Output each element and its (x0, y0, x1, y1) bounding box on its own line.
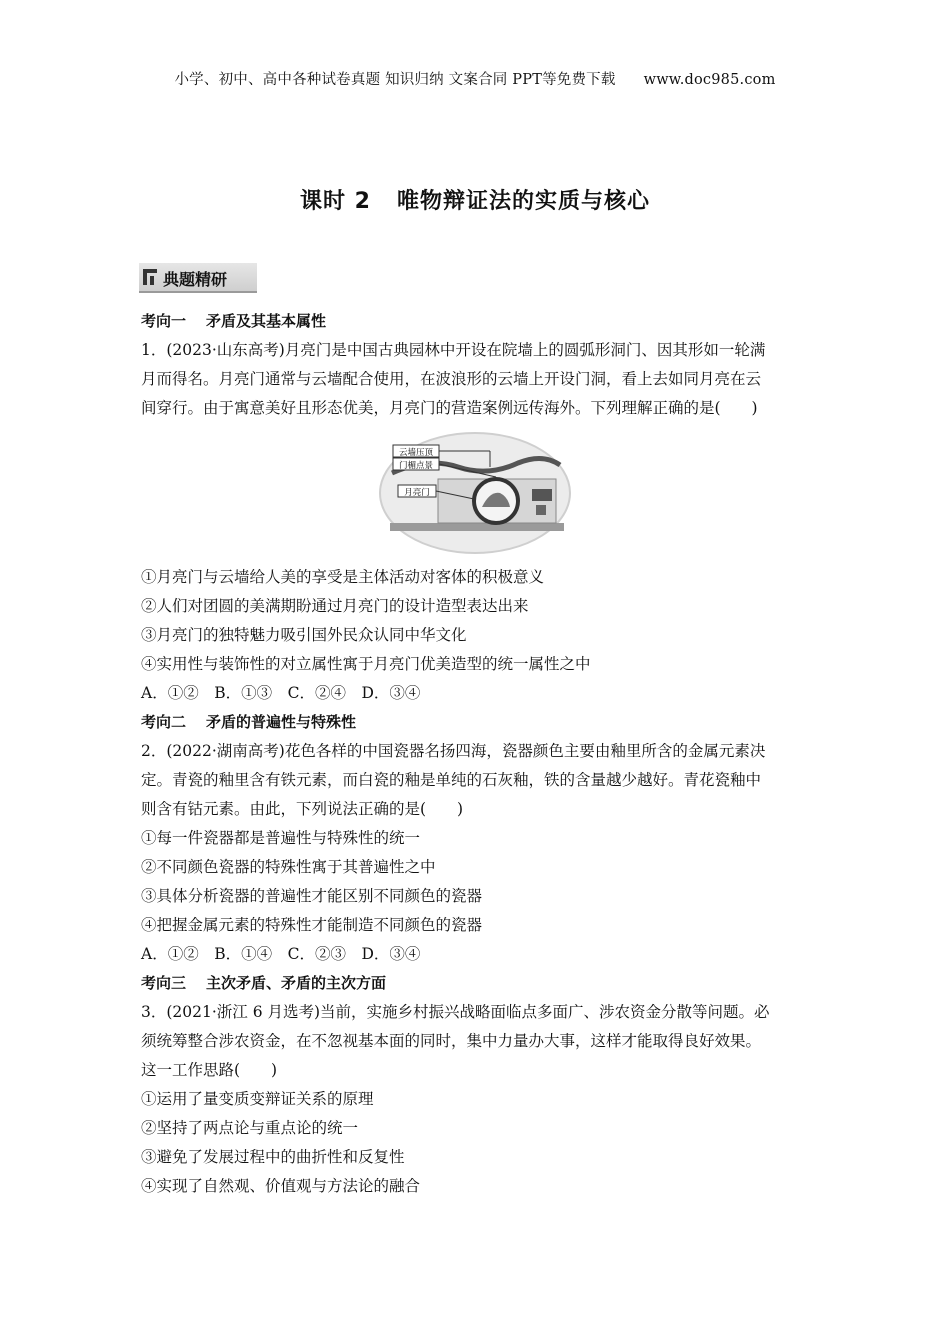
moon-gate-diagram (378, 427, 572, 555)
question-3-line-1: 3．(2021·浙江 6 月选考)当前，实施乡村振兴战略面临点多面广、涉农资金分散等问题。必 (141, 1003, 770, 1021)
question-2-choices: A．①② B．①④ C．②③ D．③④ (141, 945, 421, 963)
question-3-line-2: 须统筹整合涉农资金，在不忽视基本面的同时，集中力量办大事，这样才能取得良好效果。 (141, 1032, 762, 1050)
question-1-line-1: 1．(2023·山东高考)月亮门是中国古典园林中开设在院墙上的圆弧形洞门、因其形如一轮满 (141, 341, 766, 359)
question-1-choices: A．①② B．①③ C．②④ D．③④ (141, 684, 421, 702)
question-3-option-2: ②坚持了两点论与重点论的统一 (141, 1119, 359, 1137)
lesson-name: 唯物辩证法的实质与核心 (396, 189, 650, 214)
question-3-option-3: ③避免了发展过程中的曲折性和反复性 (141, 1148, 405, 1166)
question-1-option-1: ①月亮门与云墙给人美的享受是主体活动对客体的积极意义 (141, 568, 545, 586)
figure-label-lintel: 门楣点景 (398, 461, 434, 471)
question-2-line-2: 定。青瓷的釉里含有铁元素，而白瓷的釉是单纯的石灰釉，铁的含量越少越好。青花瓷釉中 (141, 771, 762, 789)
page-title (0, 184, 950, 215)
page-header (0, 68, 950, 89)
question-2-line-1: 2．(2022·湖南高考)花色各样的中国瓷器名扬四海，瓷器颜色主要由釉里所含的金属元素决 (141, 742, 766, 760)
banner-label: 典题精研 (163, 270, 228, 289)
section-heading-1: 考向一 矛盾及其基本属性 (141, 312, 327, 330)
banner-mark-icon (143, 269, 157, 285)
question-2-option-4: ④把握金属元素的特殊性才能制造不同颜色的瓷器 (141, 916, 483, 934)
section-heading-2: 考向二 矛盾的普遍性与特殊性 (141, 713, 357, 731)
question-1-line-2: 月而得名。月亮门通常与云墙配合使用，在波浪形的云墙上开设门洞，看上去如同月亮在云 (141, 370, 762, 388)
question-3-option-1: ①运用了量变质变辩证关系的原理 (141, 1090, 374, 1108)
figure-label-moon-gate: 月亮门 (404, 488, 430, 498)
question-2-option-3: ③具体分析瓷器的普遍性才能区别不同颜色的瓷器 (141, 887, 483, 905)
lesson-number: 课时 2 (300, 189, 371, 214)
question-1-line-3: 间穿行。由于寓意美好且形态优美，月亮门的营造案例远传海外。下列理解正确的是( ) (141, 399, 758, 417)
header-site[interactable]: www.doc985.com (643, 72, 776, 88)
header-text: 小学、初中、高中各种试卷真题 知识归纳 文案合同 PPT等免费下载 (174, 72, 616, 88)
section-heading-3: 考向三 主次矛盾、矛盾的主次方面 (141, 974, 387, 992)
question-1-option-4: ④实用性与装饰性的对立属性寓于月亮门优美造型的统一属性之中 (141, 655, 591, 673)
moon-gate-figure (0, 423, 950, 563)
question-1-option-3: ③月亮门的独特魅力吸引国外民众认同中华文化 (141, 626, 467, 644)
section-banner (139, 263, 257, 293)
question-2-line-3: 则含有钴元素。由此，下列说法正确的是( ) (141, 800, 464, 818)
question-2-option-1: ①每一件瓷器都是普遍性与特殊性的统一 (141, 829, 421, 847)
question-3-option-4: ④实现了自然观、价值观与方法论的融合 (141, 1177, 421, 1195)
question-3-line-3: 这一工作思路( ) (141, 1061, 278, 1079)
question-1-option-2: ②人们对团圆的美满期盼通过月亮门的设计造型表达出来 (141, 597, 529, 615)
question-2-option-2: ②不同颜色瓷器的特殊性寓于其普遍性之中 (141, 858, 436, 876)
figure-label-wall-top: 云墙压顶 (398, 448, 434, 458)
main-content (141, 307, 811, 1201)
